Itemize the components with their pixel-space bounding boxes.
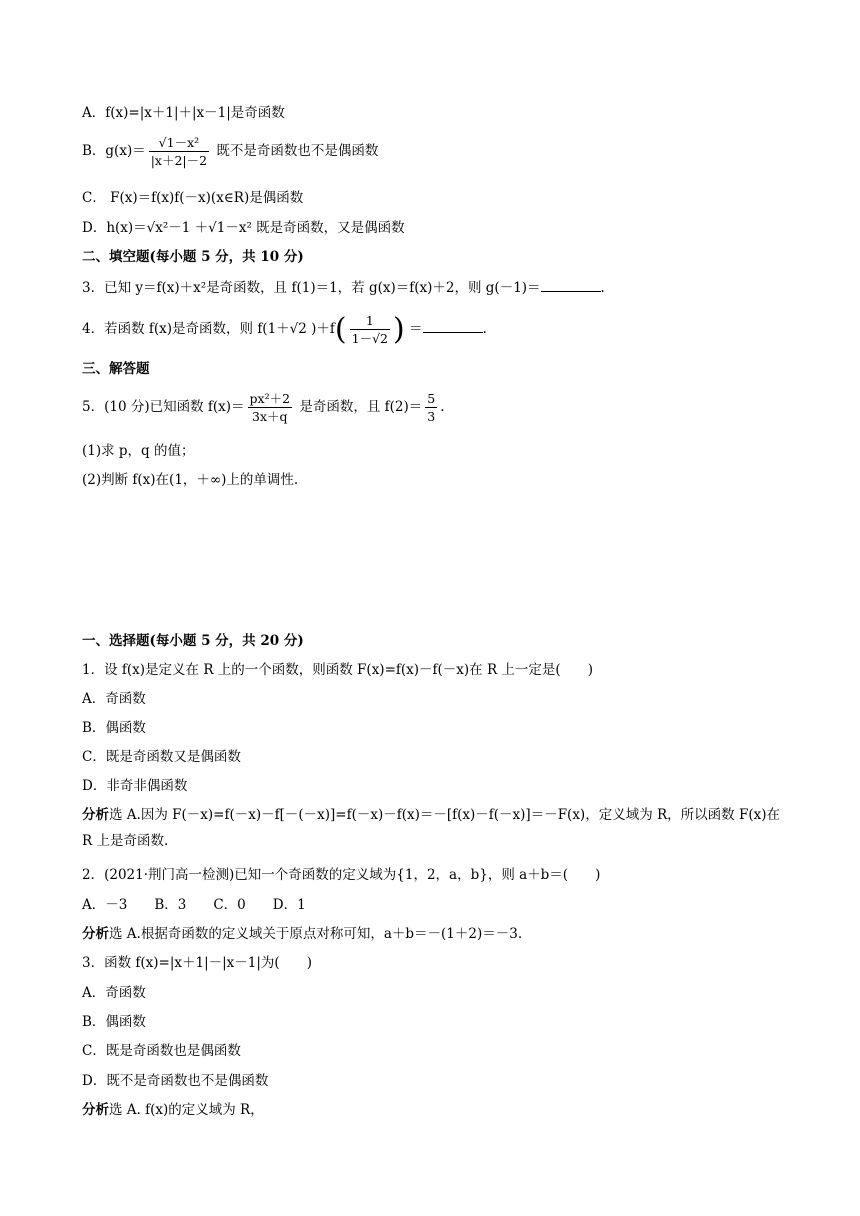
q5-numerator: px²＋2 (249, 391, 291, 406)
q4-equals: ＝ (409, 321, 423, 337)
section-3-title: 三、解答题 (82, 361, 150, 377)
question-1: 1．设 f(x)是定义在 R 上的一个函数，则函数 F(x)=f(x)－f(－x)在 R 上一定是( ) (82, 662, 593, 678)
q5-denominator: 3x＋q (252, 409, 288, 424)
q3-option-a: A．奇函数 (82, 985, 146, 1001)
q3-analysis-label: 分析 (82, 1102, 109, 1118)
q3-option-b: B．偶函数 (82, 1014, 146, 1030)
q3-blank (541, 279, 601, 292)
question-2: 2．(2021·荆门高一检测)已知一个奇函数的定义域为{1，2，a，b}，则 a＋b＝( ) (82, 867, 601, 883)
question-3: 3．函数 f(x)=|x＋1|－|x－1|为( ) (82, 955, 312, 971)
q4-numerator: 1 (350, 312, 390, 330)
q4-denominator: 1－√2 (351, 331, 389, 346)
q4-prefix: 4．若函数 f(x)是奇函数，则 f(1＋√2 )＋f (82, 321, 335, 337)
q5-part-2: (2)判断 f(x)在(1，＋∞)上的单调性. (82, 472, 299, 488)
q1-analysis (82, 802, 782, 854)
q5-denominator-2: 3 (427, 409, 436, 424)
q2-options: A．－3 B．3 C．0 D．1 (82, 897, 306, 913)
q5-part-1: (1)求 p，q 的值； (82, 443, 195, 459)
q5-fraction (248, 390, 293, 425)
option-c-top: C． F(x)＝f(x)f(－x)(x∈R)是偶函数 (82, 190, 304, 206)
q2-analysis-label: 分析 (82, 926, 109, 942)
option-b-suffix: 既不是奇函数也不是偶函数 (216, 143, 379, 159)
q3-analysis-text: 选 A. f(x)的定义域为 R， (109, 1102, 264, 1118)
q2-analysis (82, 925, 522, 943)
left-paren: ( (334, 311, 347, 347)
q4-end: . (482, 321, 487, 337)
q5-fraction-2 (425, 390, 437, 425)
q4-fraction (350, 312, 390, 347)
q2-analysis-text: 选 A.根据奇函数的定义域关于原点对称可知，a＋b＝－(1＋2)＝－3. (109, 926, 523, 942)
q5-mid: 是奇函数，且 f(2)＝ (299, 399, 423, 415)
option-b-numerator: √1－x² (149, 134, 209, 152)
q1-option-d: D．非奇非偶函数 (82, 778, 188, 794)
q1-analysis-label: 分析 (82, 807, 109, 823)
q1-option-b: B．偶函数 (82, 720, 146, 736)
option-a-top: A．f(x)=|x＋1|＋|x－1|是奇函数 (82, 105, 285, 121)
q3-analysis (82, 1101, 264, 1119)
option-b-denominator: |x＋2|－2 (150, 153, 208, 168)
q1-option-a: A．奇函数 (82, 691, 146, 707)
q3-option-d: D．既不是奇函数也不是偶函数 (82, 1073, 269, 1089)
question-4-fill (82, 312, 487, 347)
q3-end: . (600, 280, 605, 296)
option-b-top (82, 134, 378, 169)
q5-prefix: 5．(10 分)已知函数 f(x)＝ (82, 399, 245, 415)
q5-numerator-2: 5 (427, 391, 436, 406)
q3-text: 3．已知 y＝f(x)＋x²是奇函数，且 f(1)＝1，若 g(x)＝f(x)＋2，则 g(－1)＝ (82, 280, 541, 296)
right-paren: ) (393, 311, 405, 347)
q4-blank (423, 320, 483, 333)
question-5 (82, 390, 445, 425)
option-b-prefix: B．g(x)＝ (82, 143, 146, 159)
q3-option-c: C．既是奇函数也是偶函数 (82, 1043, 241, 1059)
section-2-title: 二、填空题(每小题 5 分，共 10 分) (82, 249, 304, 265)
q1-analysis-text: 选 A.因为 F(－x)=f(－x)－f[－(－x)]=f(－x)－f(x)＝－[f(x)－f(－x)]＝－F(x)，定义域为 R，所以函数 F(x)在 R 上是奇函数. (82, 807, 780, 849)
option-d-top: D．h(x)＝√x²－1 ＋√1－x² 既是奇函数，又是偶函数 (82, 220, 405, 236)
section-1-title: 一、选择题(每小题 5 分，共 20 分) (82, 633, 304, 649)
question-3-fill (82, 279, 605, 297)
option-b-fraction (149, 134, 209, 169)
q1-option-c: C．既是奇函数又是偶函数 (82, 749, 241, 765)
q5-end: . (440, 399, 445, 415)
